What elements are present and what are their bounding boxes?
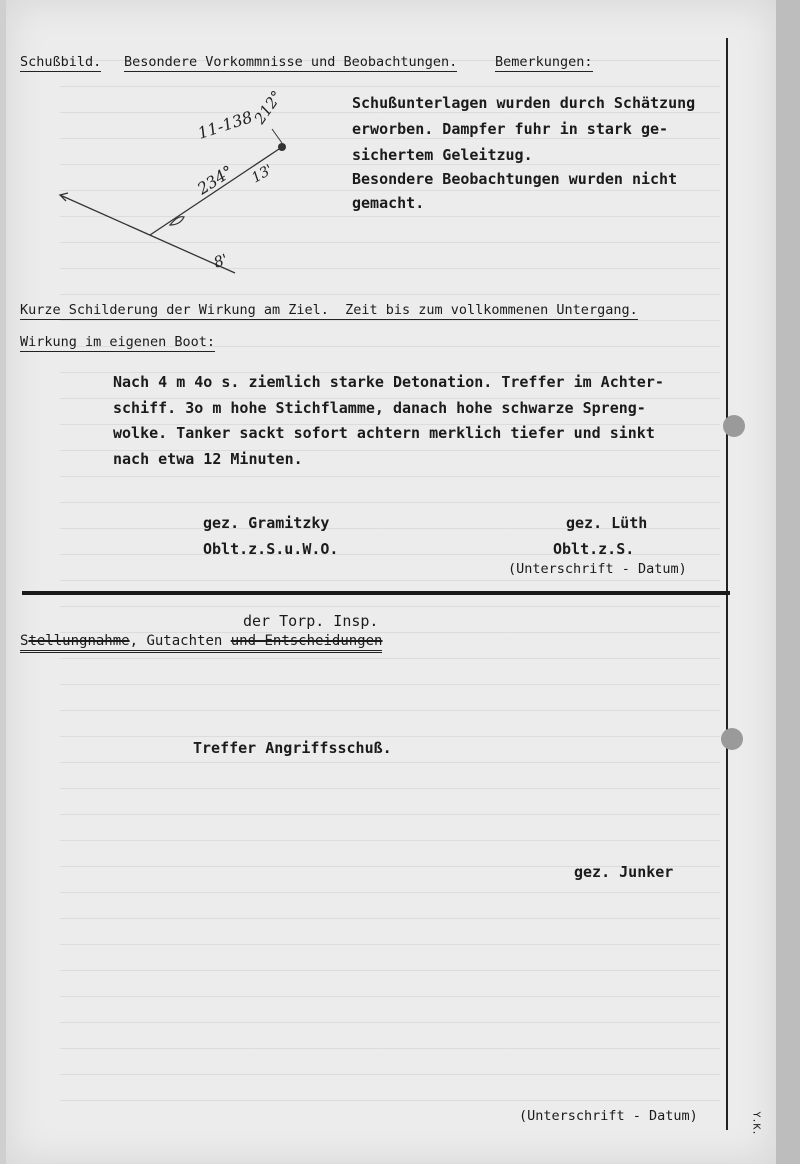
effect-line: schiff. 3o m hohe Stichflamme, danach hohe schwarze Spreng- bbox=[113, 398, 646, 417]
margin-mark: Y.K. bbox=[750, 1111, 762, 1136]
tick-mark bbox=[272, 129, 282, 143]
remark-line-1: Schußunterlagen wurden durch Schätzung bbox=[352, 94, 696, 112]
signature-left-rank: Oblt.z.S.u.W.O. bbox=[203, 540, 339, 558]
scan-edge bbox=[776, 0, 800, 1164]
sketch-label-range: 11-138 bbox=[195, 107, 255, 143]
inspection-caption: (Unterschrift - Datum) bbox=[519, 1108, 698, 1124]
punch-hole bbox=[721, 728, 743, 750]
signature-right-name: gez. Lüth bbox=[566, 514, 648, 532]
section-subtitle: Wirkung im eigenen Boot: bbox=[20, 334, 216, 350]
remark-line-3: sichertem Geleitzug. bbox=[352, 146, 533, 164]
inspection-line bbox=[20, 633, 382, 653]
section-title: Kurze Schilderung der Wirkung am Ziel. Zeit bis zum vollkommenen Untergang. bbox=[20, 302, 638, 318]
torpedo-track-line bbox=[150, 147, 282, 235]
sketch-label-b: 13' bbox=[249, 161, 276, 187]
struck-word-1: tellungnahme bbox=[28, 633, 130, 649]
inspection-remark: Treffer Angriffsschuß. bbox=[193, 739, 392, 757]
section-divider bbox=[22, 591, 730, 595]
vertical-margin-line bbox=[726, 38, 728, 1130]
sketch-label-course: 212° bbox=[250, 87, 287, 128]
target-course-line bbox=[60, 195, 235, 273]
attack-sketch bbox=[50, 85, 290, 275]
boat-position-dot bbox=[278, 143, 286, 151]
inspection-middle: , Gutachten bbox=[129, 633, 231, 649]
remark-line-4: Besondere Beobachtungen wurden nicht bbox=[352, 170, 678, 188]
heading-schussbild: Schußbild. bbox=[20, 54, 102, 70]
inspection-heading: der Torp. Insp. bbox=[243, 612, 379, 630]
remark-line-5: gemacht. bbox=[352, 194, 425, 212]
signature-left-name: gez. Gramitzky bbox=[203, 514, 330, 532]
punch-hole bbox=[723, 415, 745, 437]
struck-word-2: und Entscheidungen bbox=[230, 633, 383, 649]
inspection-signature: gez. Junker bbox=[574, 863, 674, 881]
sketch-label-angle: 234° bbox=[193, 161, 237, 199]
effect-description bbox=[113, 370, 713, 472]
signature-right-rank: Oblt.z.S. bbox=[553, 540, 635, 558]
heading-vorkommnisse: Besondere Vorkommnisse und Beobachtungen. bbox=[124, 54, 458, 70]
sketch-label-8: 8' bbox=[211, 250, 231, 272]
inspection-prefix: S bbox=[20, 633, 29, 649]
heading-bemerkungen: Bemerkungen: bbox=[495, 54, 593, 70]
effect-line: Nach 4 m 4o s. ziemlich starke Detonation. Treffer im Achter- bbox=[113, 373, 664, 391]
effect-line: wolke. Tanker sackt sofort achtern merklich tiefer und sinkt bbox=[113, 424, 655, 442]
effect-line: nach etwa 12 Minuten. bbox=[113, 449, 303, 468]
remark-line-2: erworben. Dampfer fuhr in stark ge- bbox=[352, 120, 669, 138]
signature-caption: (Unterschrift - Datum) bbox=[508, 561, 687, 577]
